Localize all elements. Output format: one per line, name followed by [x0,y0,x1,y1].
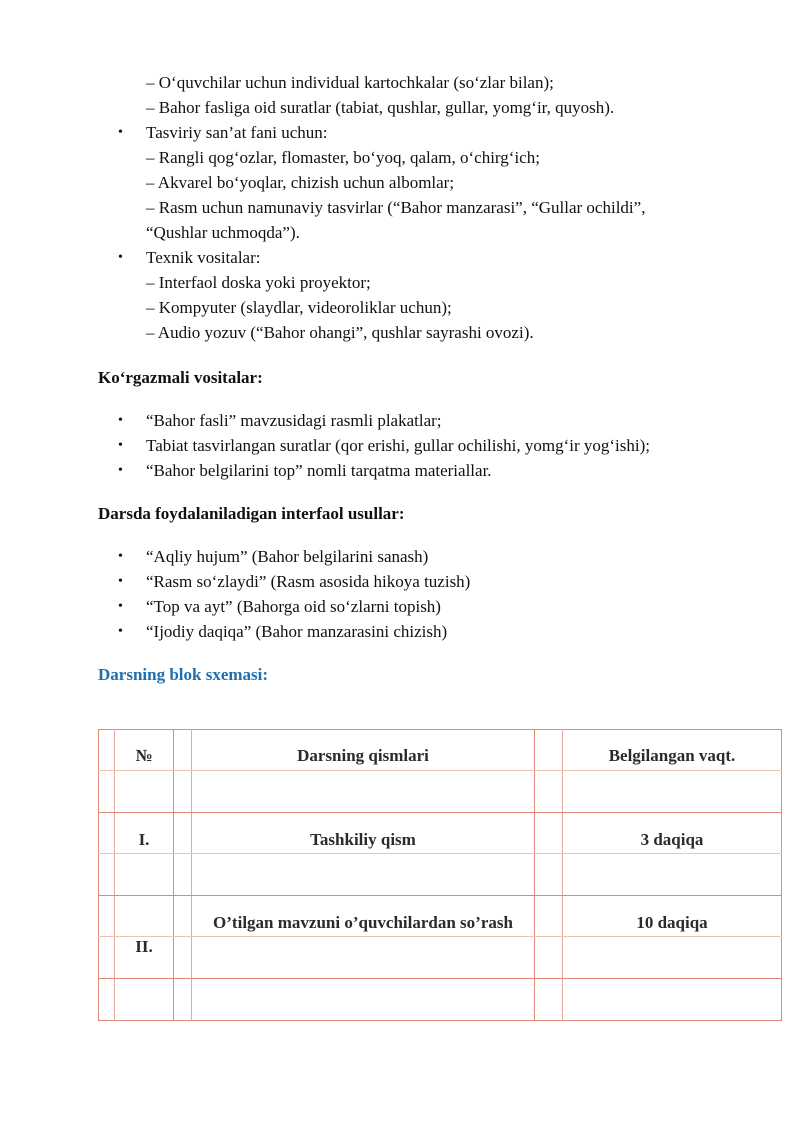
list-item: “Bahor fasli” mavzusidagi rasmli plakatlar; [146,411,442,430]
row-divider [98,895,782,896]
table-header-parts: Darsning qismlari [297,746,429,765]
bullet-icon: • [118,250,123,265]
bullet-icon: • [118,125,123,140]
list-item: Tabiat tasvirlangan suratlar (qor erishi, gullar ochilishi, yomg‘ir yog‘ishi); [146,436,650,455]
table-cell-part: Tashkiliy qism [310,830,416,849]
bullet-icon: • [118,438,123,453]
list-item: “Bahor belgilarini top” nomli tarqatma materiallar. [146,461,492,480]
bullet-icon: • [118,624,123,639]
bullet-tech-tools: Texnik vositalar: [146,248,261,267]
bullet-art-subject: Tasviriy san’at fani uchun: [146,123,328,142]
list-item: “Rasm so‘zlaydi” (Rasm asosida hikoya tuzish) [146,572,471,591]
table-header-time: Belgilangan vaqt. [608,746,736,765]
row-divider [98,853,782,854]
materials-line: – Audio yozuv (“Bahor ohangi”, qushlar sayrashi ovozi). [146,323,534,342]
list-item: “Ijodiy daqiqa” (Bahor manzarasini chizish) [146,622,448,641]
table-header-number: № [135,746,153,765]
bullet-icon: • [118,574,123,589]
methods-heading: Darsda foydalaniladigan interfaol usullar: [98,504,405,523]
bullet-icon: • [118,599,123,614]
materials-line: – Akvarel bo‘yoqlar, chizish uchun albomlar; [146,173,455,192]
block-scheme-table [98,729,782,1021]
row-divider [98,770,782,771]
table-border [98,729,782,730]
row-divider [98,978,782,979]
materials-line: – Rasm uchun namunaviy tasvirlar (“Bahor manzarasi”, “Gullar ochildi”, [146,198,646,217]
table-cell-number: II. [135,937,153,956]
table-border [98,1020,782,1021]
materials-line: – Kompyuter (slaydlar, videoroliklar uchun); [146,298,452,317]
list-item: “Aqliy hujum” (Bahor belgilarini sanash) [146,547,429,566]
materials-line: – Rangli qog‘ozlar, flomaster, bo‘yoq, qalam, o‘chirg‘ich; [146,148,540,167]
materials-line: “Qushlar uchmoqda”). [146,223,300,242]
visual-aids-heading: Ko‘rgazmali vositalar: [98,368,263,387]
materials-line: – Interfaol doska yoki proyektor; [146,273,371,292]
materials-line: – O‘quvchilar uchun individual kartochkalar (so‘zlar bilan); [146,73,554,92]
table-cell-time: 10 daqiqa [636,913,708,932]
block-scheme-heading: Darsning blok sxemasi: [98,665,269,684]
bullet-icon: • [118,413,123,428]
row-divider [98,812,782,813]
row-divider [98,936,782,937]
list-item: “Top va ayt” (Bahorga oid so‘zlarni topish) [146,597,441,616]
table-cell-number: I. [138,830,150,849]
bullet-icon: • [118,463,123,478]
table-cell-part: O’tilgan mavzuni o’quvchilardan so’rash [213,913,513,932]
table-cell-time: 3 daqiqa [640,830,704,849]
materials-line: – Bahor fasliga oid suratlar (tabiat, qushlar, gullar, yomg‘ir, quyosh). [146,98,615,117]
bullet-icon: • [118,549,123,564]
